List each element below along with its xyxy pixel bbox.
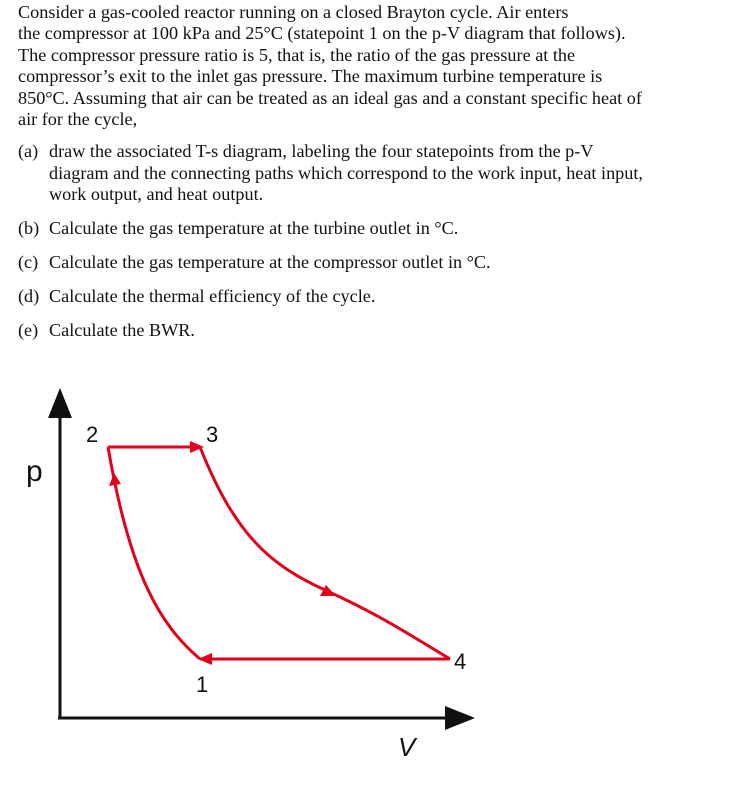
pv-diagram [0,385,742,789]
intro-line: compressor’s exit to the inlet gas pressure. The maximum turbine temperature is [18,66,603,87]
problem-statement [18,2,734,354]
intro-line: The compressor pressure ratio is 5, that is, the ratio of the gas pressure at the [18,44,576,65]
intro-line: 850°C. Assuming that air can be treated as an ideal gas and a constant specific heat of [18,87,642,108]
x-axis-label: V [398,732,416,762]
problem-intro [18,2,734,130]
part-label: (b) [18,218,40,239]
part-label: (a) [18,141,39,162]
part-label: (c) [18,252,39,273]
intro-line: Consider a gas-cooled reactor running on a closed Brayton cycle. Air enters [18,2,569,22]
statepoint-label-1: 1 [196,672,209,697]
arrow-compression [109,473,121,486]
arrow-heat-rejection [198,653,212,665]
part-text-line: Calculate the gas temperature at the turbine outlet in °C. [49,218,459,239]
question-part-b [18,218,734,239]
path-1-2-compression [108,447,200,659]
part-label: (d) [18,286,40,307]
y-axis-label: p [26,455,43,488]
intro-line: air for the cycle, [18,109,138,130]
question-part-c [18,252,734,273]
cycle-arrows [109,441,336,665]
path-3-4-expansion [200,447,450,659]
arrow-expansion [320,585,336,596]
question-part-d [18,286,734,307]
question-part-e [18,320,734,341]
statepoint-label-4: 4 [454,649,467,674]
part-text-line: Calculate the BWR. [49,320,195,341]
question-part-a [18,141,734,205]
part-text-line: work output, and heat output. [49,184,264,205]
part-text-line: Calculate the gas temperature at the compressor outlet in °C. [49,252,491,273]
statepoint-label-3: 3 [206,422,219,447]
part-text-line: draw the associated T-s diagram, labeling the four statepoints from the p-V [49,141,594,162]
question-parts [18,141,734,341]
cycle-paths [108,447,450,659]
part-label: (e) [18,320,39,341]
part-text-line: Calculate the thermal efficiency of the cycle. [49,286,376,307]
intro-line: the compressor at 100 kPa and 25°C (statepoint 1 on the p-V diagram that follows). [18,23,626,44]
statepoint-label-2: 2 [86,422,99,447]
part-text-line: diagram and the connecting paths which correspond to the work input, heat input, [49,162,643,183]
